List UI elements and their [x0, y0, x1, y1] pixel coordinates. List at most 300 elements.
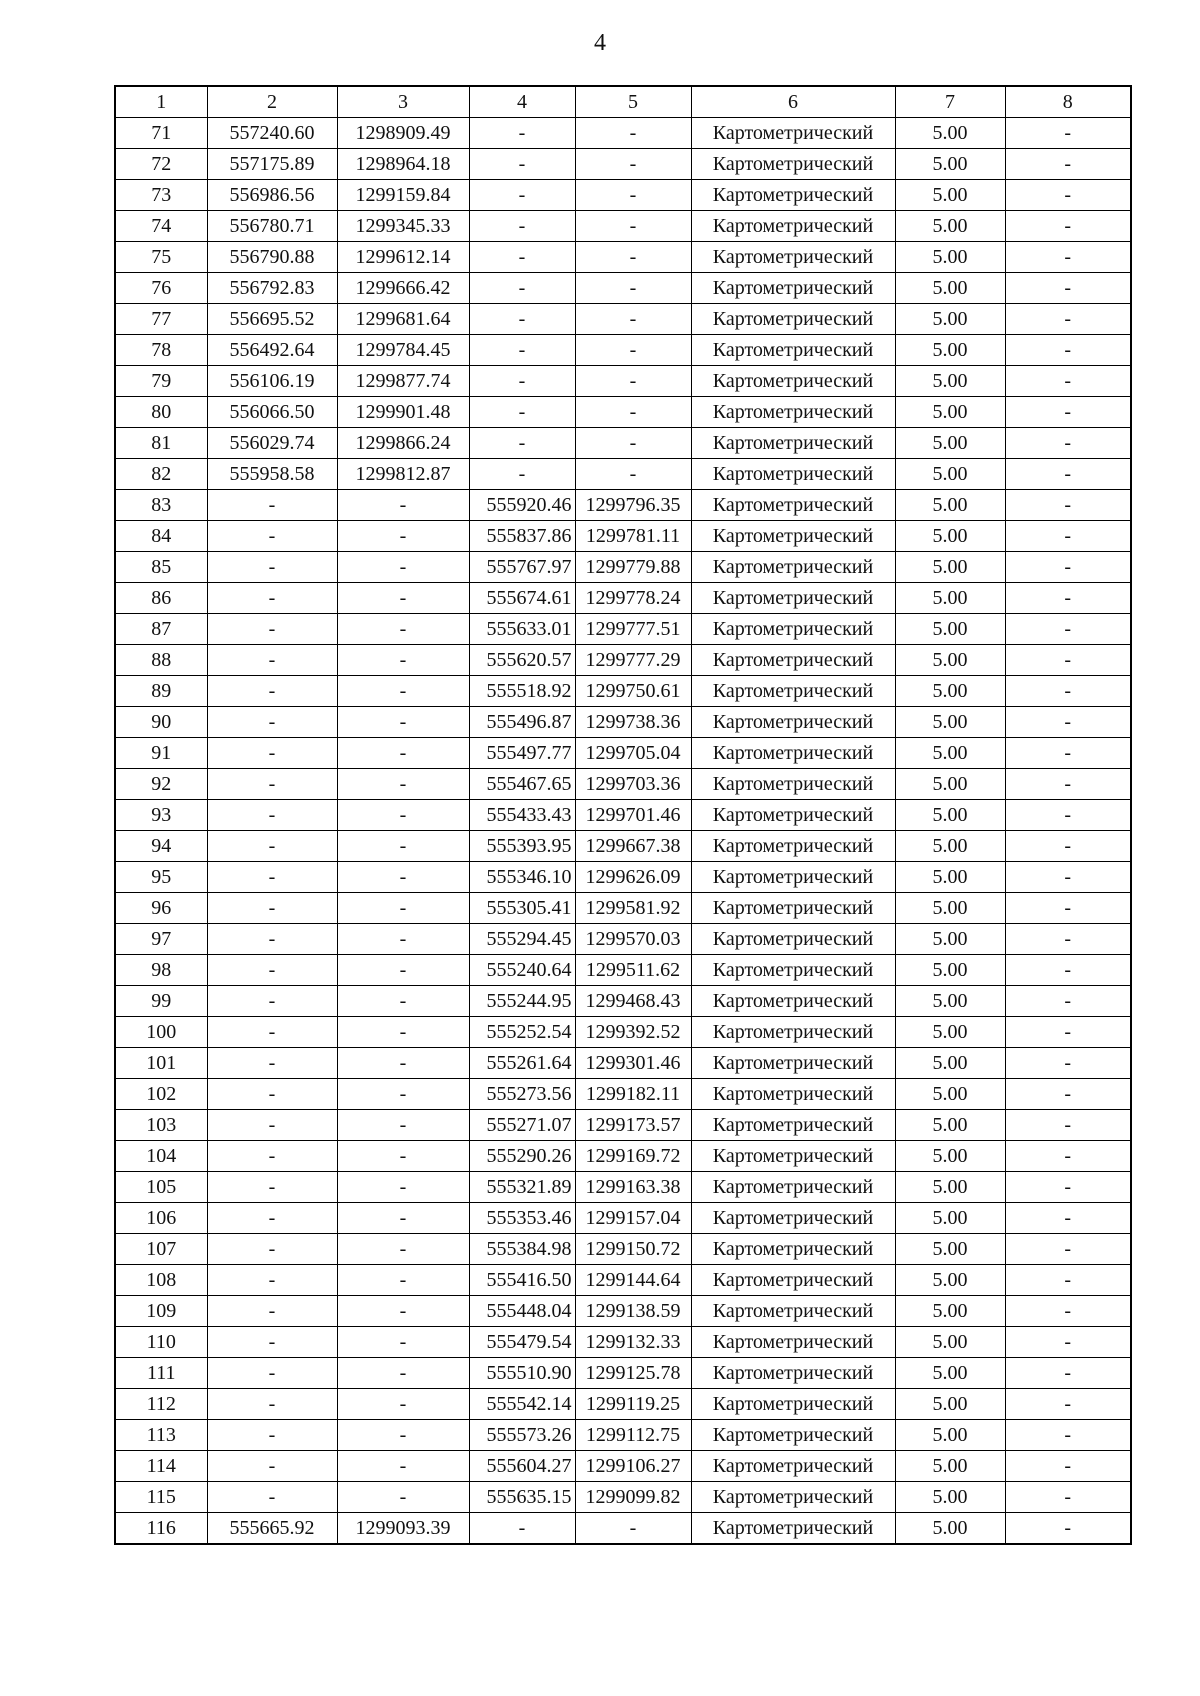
accuracy-cell: 5.00 — [895, 986, 1005, 1017]
accuracy-cell: 5.00 — [895, 1513, 1005, 1545]
point-number-cell: 71 — [115, 118, 207, 149]
y-old-cell: - — [337, 1110, 469, 1141]
x-old-cell: 555665.92 — [207, 1513, 337, 1545]
description-cell: - — [1005, 118, 1131, 149]
point-number-cell: 104 — [115, 1141, 207, 1172]
table-row — [115, 1079, 1131, 1110]
description-cell: - — [1005, 707, 1131, 738]
method-cell: Картометрический — [691, 862, 895, 893]
x-old-cell: - — [207, 1172, 337, 1203]
x-old-cell: - — [207, 1482, 337, 1513]
description-cell: - — [1005, 149, 1131, 180]
y-old-cell: - — [337, 769, 469, 800]
y-new-cell: 1299750.61 — [575, 676, 691, 707]
method-cell: Картометрический — [691, 1358, 895, 1389]
accuracy-cell: 5.00 — [895, 552, 1005, 583]
point-number-cell: 72 — [115, 149, 207, 180]
table-row — [115, 862, 1131, 893]
x-old-cell: - — [207, 1451, 337, 1482]
y-old-cell: - — [337, 1482, 469, 1513]
description-cell: - — [1005, 800, 1131, 831]
y-old-cell: 1299681.64 — [337, 304, 469, 335]
x-old-cell: - — [207, 1420, 337, 1451]
x-new-cell: 555479.54 — [469, 1327, 575, 1358]
method-cell: Картометрический — [691, 335, 895, 366]
description-cell: - — [1005, 955, 1131, 986]
y-new-cell: 1299144.64 — [575, 1265, 691, 1296]
accuracy-cell: 5.00 — [895, 1110, 1005, 1141]
point-number-cell: 91 — [115, 738, 207, 769]
table-row — [115, 1513, 1131, 1545]
method-cell: Картометрический — [691, 676, 895, 707]
x-old-cell: 557240.60 — [207, 118, 337, 149]
accuracy-cell: 5.00 — [895, 800, 1005, 831]
method-cell: Картометрический — [691, 583, 895, 614]
y-new-cell: - — [575, 366, 691, 397]
x-new-cell: 555393.95 — [469, 831, 575, 862]
accuracy-cell: 5.00 — [895, 1482, 1005, 1513]
x-old-cell: - — [207, 552, 337, 583]
y-old-cell: - — [337, 1203, 469, 1234]
description-cell: - — [1005, 1234, 1131, 1265]
y-old-cell: - — [337, 614, 469, 645]
table-row — [115, 180, 1131, 211]
description-cell: - — [1005, 1110, 1131, 1141]
description-cell: - — [1005, 1079, 1131, 1110]
point-number-cell: 96 — [115, 893, 207, 924]
description-cell: - — [1005, 924, 1131, 955]
point-number-cell: 95 — [115, 862, 207, 893]
x-new-cell: 555573.26 — [469, 1420, 575, 1451]
point-number-cell: 110 — [115, 1327, 207, 1358]
method-cell: Картометрический — [691, 1451, 895, 1482]
x-new-cell: 555346.10 — [469, 862, 575, 893]
accuracy-cell: 5.00 — [895, 366, 1005, 397]
table-row — [115, 645, 1131, 676]
accuracy-cell: 5.00 — [895, 955, 1005, 986]
point-number-cell: 109 — [115, 1296, 207, 1327]
table-row — [115, 521, 1131, 552]
y-old-cell: - — [337, 1172, 469, 1203]
method-cell: Картометрический — [691, 707, 895, 738]
x-new-cell: - — [469, 273, 575, 304]
description-cell: - — [1005, 459, 1131, 490]
x-old-cell: - — [207, 521, 337, 552]
y-old-cell: - — [337, 1327, 469, 1358]
x-old-cell: - — [207, 645, 337, 676]
x-new-cell: 555510.90 — [469, 1358, 575, 1389]
point-number-cell: 84 — [115, 521, 207, 552]
description-cell: - — [1005, 831, 1131, 862]
y-old-cell: - — [337, 924, 469, 955]
coordinates-table — [114, 85, 1132, 1545]
accuracy-cell: 5.00 — [895, 862, 1005, 893]
description-cell: - — [1005, 676, 1131, 707]
description-cell: - — [1005, 583, 1131, 614]
table-row — [115, 1358, 1131, 1389]
method-cell: Картометрический — [691, 955, 895, 986]
point-number-cell: 75 — [115, 242, 207, 273]
y-new-cell: 1299570.03 — [575, 924, 691, 955]
description-cell: - — [1005, 304, 1131, 335]
x-new-cell: - — [469, 211, 575, 242]
description-cell: - — [1005, 1358, 1131, 1389]
point-number-cell: 73 — [115, 180, 207, 211]
y-new-cell: 1299163.38 — [575, 1172, 691, 1203]
x-old-cell: - — [207, 1048, 337, 1079]
point-number-cell: 112 — [115, 1389, 207, 1420]
accuracy-cell: 5.00 — [895, 831, 1005, 862]
method-cell: Картометрический — [691, 769, 895, 800]
point-number-cell: 87 — [115, 614, 207, 645]
x-new-cell: 555767.97 — [469, 552, 575, 583]
method-cell: Картометрический — [691, 1048, 895, 1079]
method-cell: Картометрический — [691, 180, 895, 211]
y-new-cell: 1299468.43 — [575, 986, 691, 1017]
accuracy-cell: 5.00 — [895, 211, 1005, 242]
y-old-cell: 1299159.84 — [337, 180, 469, 211]
x-old-cell: 556066.50 — [207, 397, 337, 428]
x-new-cell: 555384.98 — [469, 1234, 575, 1265]
x-new-cell: 555321.89 — [469, 1172, 575, 1203]
x-new-cell: 555252.54 — [469, 1017, 575, 1048]
x-old-cell: 556780.71 — [207, 211, 337, 242]
method-cell: Картометрический — [691, 1420, 895, 1451]
y-new-cell: - — [575, 428, 691, 459]
description-cell: - — [1005, 645, 1131, 676]
x-old-cell: - — [207, 1141, 337, 1172]
table-row — [115, 273, 1131, 304]
point-number-cell: 74 — [115, 211, 207, 242]
accuracy-cell: 5.00 — [895, 893, 1005, 924]
y-old-cell: - — [337, 645, 469, 676]
description-cell: - — [1005, 273, 1131, 304]
table-row — [115, 1265, 1131, 1296]
point-number-cell: 100 — [115, 1017, 207, 1048]
method-cell: Картометрический — [691, 800, 895, 831]
column-header: 2 — [207, 86, 337, 118]
x-old-cell: - — [207, 893, 337, 924]
table-row — [115, 366, 1131, 397]
table-row — [115, 893, 1131, 924]
y-new-cell: 1299099.82 — [575, 1482, 691, 1513]
description-cell: - — [1005, 1017, 1131, 1048]
table-row — [115, 1110, 1131, 1141]
point-number-cell: 116 — [115, 1513, 207, 1545]
description-cell: - — [1005, 366, 1131, 397]
y-new-cell: - — [575, 1513, 691, 1545]
point-number-cell: 92 — [115, 769, 207, 800]
description-cell: - — [1005, 552, 1131, 583]
method-cell: Картометрический — [691, 1017, 895, 1048]
y-new-cell: 1299173.57 — [575, 1110, 691, 1141]
table-row — [115, 304, 1131, 335]
x-new-cell: - — [469, 149, 575, 180]
table-row — [115, 397, 1131, 428]
table-row — [115, 335, 1131, 366]
method-cell: Картометрический — [691, 1141, 895, 1172]
method-cell: Картометрический — [691, 459, 895, 490]
point-number-cell: 86 — [115, 583, 207, 614]
table-row — [115, 614, 1131, 645]
y-old-cell: 1299093.39 — [337, 1513, 469, 1545]
page-number: 4 — [594, 30, 606, 56]
point-number-cell: 101 — [115, 1048, 207, 1079]
column-header: 3 — [337, 86, 469, 118]
description-cell: - — [1005, 893, 1131, 924]
x-new-cell: 555240.64 — [469, 955, 575, 986]
point-number-cell: 99 — [115, 986, 207, 1017]
x-old-cell: 556106.19 — [207, 366, 337, 397]
y-new-cell: - — [575, 118, 691, 149]
x-new-cell: 555433.43 — [469, 800, 575, 831]
method-cell: Картометрический — [691, 1110, 895, 1141]
point-number-cell: 77 — [115, 304, 207, 335]
method-cell: Картометрический — [691, 1482, 895, 1513]
y-old-cell: - — [337, 583, 469, 614]
y-old-cell: 1299901.48 — [337, 397, 469, 428]
point-number-cell: 85 — [115, 552, 207, 583]
accuracy-cell: 5.00 — [895, 1389, 1005, 1420]
y-old-cell: - — [337, 1451, 469, 1482]
y-new-cell: 1299182.11 — [575, 1079, 691, 1110]
accuracy-cell: 5.00 — [895, 1451, 1005, 1482]
point-number-cell: 89 — [115, 676, 207, 707]
accuracy-cell: 5.00 — [895, 1420, 1005, 1451]
x-old-cell: - — [207, 831, 337, 862]
x-new-cell: - — [469, 118, 575, 149]
y-new-cell: 1299112.75 — [575, 1420, 691, 1451]
x-new-cell: 555416.50 — [469, 1265, 575, 1296]
table-row — [115, 1141, 1131, 1172]
accuracy-cell: 5.00 — [895, 459, 1005, 490]
x-old-cell: - — [207, 1234, 337, 1265]
x-new-cell: 555467.65 — [469, 769, 575, 800]
y-new-cell: 1299511.62 — [575, 955, 691, 986]
x-new-cell: 555290.26 — [469, 1141, 575, 1172]
table-row — [115, 1203, 1131, 1234]
method-cell: Картометрический — [691, 149, 895, 180]
method-cell: Картометрический — [691, 273, 895, 304]
x-new-cell: 555271.07 — [469, 1110, 575, 1141]
description-cell: - — [1005, 335, 1131, 366]
table-row — [115, 242, 1131, 273]
description-cell: - — [1005, 1172, 1131, 1203]
x-old-cell: - — [207, 1079, 337, 1110]
method-cell: Картометрический — [691, 1296, 895, 1327]
method-cell: Картометрический — [691, 1172, 895, 1203]
x-old-cell: 556695.52 — [207, 304, 337, 335]
description-cell: - — [1005, 180, 1131, 211]
table-row — [115, 1048, 1131, 1079]
table-row — [115, 769, 1131, 800]
description-cell: - — [1005, 769, 1131, 800]
method-cell: Картометрический — [691, 552, 895, 583]
x-new-cell: 555837.86 — [469, 521, 575, 552]
description-cell: - — [1005, 428, 1131, 459]
y-old-cell: - — [337, 893, 469, 924]
y-new-cell: 1299157.04 — [575, 1203, 691, 1234]
y-new-cell: 1299138.59 — [575, 1296, 691, 1327]
method-cell: Картометрический — [691, 304, 895, 335]
y-new-cell: 1299705.04 — [575, 738, 691, 769]
table-row — [115, 1017, 1131, 1048]
x-new-cell: 555920.46 — [469, 490, 575, 521]
y-new-cell: - — [575, 304, 691, 335]
y-old-cell: - — [337, 800, 469, 831]
y-new-cell: - — [575, 242, 691, 273]
accuracy-cell: 5.00 — [895, 614, 1005, 645]
y-old-cell: - — [337, 831, 469, 862]
x-new-cell: 555294.45 — [469, 924, 575, 955]
point-number-cell: 90 — [115, 707, 207, 738]
y-old-cell: 1299866.24 — [337, 428, 469, 459]
column-header: 1 — [115, 86, 207, 118]
table-row — [115, 738, 1131, 769]
accuracy-cell: 5.00 — [895, 397, 1005, 428]
y-old-cell: 1299345.33 — [337, 211, 469, 242]
x-old-cell: - — [207, 583, 337, 614]
description-cell: - — [1005, 1265, 1131, 1296]
y-new-cell: - — [575, 211, 691, 242]
y-old-cell: 1299666.42 — [337, 273, 469, 304]
accuracy-cell: 5.00 — [895, 1358, 1005, 1389]
description-cell: - — [1005, 397, 1131, 428]
x-new-cell: 555448.04 — [469, 1296, 575, 1327]
point-number-cell: 76 — [115, 273, 207, 304]
table-header-row — [115, 86, 1131, 118]
method-cell: Картометрический — [691, 738, 895, 769]
method-cell: Картометрический — [691, 397, 895, 428]
table-row — [115, 552, 1131, 583]
table-row — [115, 1389, 1131, 1420]
table-row — [115, 1420, 1131, 1451]
y-new-cell: 1299392.52 — [575, 1017, 691, 1048]
accuracy-cell: 5.00 — [895, 335, 1005, 366]
x-new-cell: 555244.95 — [469, 986, 575, 1017]
table-row — [115, 1234, 1131, 1265]
x-old-cell: - — [207, 1265, 337, 1296]
y-new-cell: 1299703.36 — [575, 769, 691, 800]
method-cell: Картометрический — [691, 1079, 895, 1110]
description-cell: - — [1005, 986, 1131, 1017]
y-old-cell: 1298964.18 — [337, 149, 469, 180]
y-old-cell: - — [337, 707, 469, 738]
description-cell: - — [1005, 490, 1131, 521]
table-row — [115, 1172, 1131, 1203]
point-number-cell: 103 — [115, 1110, 207, 1141]
x-old-cell: - — [207, 676, 337, 707]
column-header: 5 — [575, 86, 691, 118]
accuracy-cell: 5.00 — [895, 242, 1005, 273]
x-old-cell: - — [207, 862, 337, 893]
method-cell: Картометрический — [691, 831, 895, 862]
accuracy-cell: 5.00 — [895, 707, 1005, 738]
table-row — [115, 800, 1131, 831]
point-number-cell: 111 — [115, 1358, 207, 1389]
accuracy-cell: 5.00 — [895, 1203, 1005, 1234]
x-old-cell: - — [207, 1389, 337, 1420]
method-cell: Картометрический — [691, 1203, 895, 1234]
table-row — [115, 831, 1131, 862]
description-cell: - — [1005, 242, 1131, 273]
point-number-cell: 106 — [115, 1203, 207, 1234]
y-old-cell: - — [337, 490, 469, 521]
table-row — [115, 149, 1131, 180]
y-new-cell: 1299781.11 — [575, 521, 691, 552]
x-new-cell: 555497.77 — [469, 738, 575, 769]
method-cell: Картометрический — [691, 614, 895, 645]
y-old-cell: 1298909.49 — [337, 118, 469, 149]
table-row — [115, 490, 1131, 521]
x-old-cell: 555958.58 — [207, 459, 337, 490]
method-cell: Картометрический — [691, 1327, 895, 1358]
point-number-cell: 105 — [115, 1172, 207, 1203]
y-new-cell: 1299581.92 — [575, 893, 691, 924]
point-number-cell: 83 — [115, 490, 207, 521]
y-old-cell: - — [337, 738, 469, 769]
column-header: 6 — [691, 86, 895, 118]
x-old-cell: - — [207, 924, 337, 955]
method-cell: Картометрический — [691, 242, 895, 273]
y-new-cell: 1299796.35 — [575, 490, 691, 521]
column-header: 8 — [1005, 86, 1131, 118]
y-old-cell: - — [337, 1017, 469, 1048]
accuracy-cell: 5.00 — [895, 180, 1005, 211]
y-old-cell: - — [337, 1079, 469, 1110]
description-cell: - — [1005, 614, 1131, 645]
point-number-cell: 108 — [115, 1265, 207, 1296]
description-cell: - — [1005, 1420, 1131, 1451]
table-row — [115, 707, 1131, 738]
table-row — [115, 428, 1131, 459]
method-cell: Картометрический — [691, 521, 895, 552]
y-old-cell: - — [337, 1141, 469, 1172]
description-cell: - — [1005, 1203, 1131, 1234]
description-cell: - — [1005, 1389, 1131, 1420]
y-new-cell: - — [575, 149, 691, 180]
table-body — [115, 118, 1131, 1545]
y-new-cell: 1299777.29 — [575, 645, 691, 676]
y-new-cell: 1299667.38 — [575, 831, 691, 862]
x-old-cell: - — [207, 614, 337, 645]
x-old-cell: - — [207, 769, 337, 800]
y-new-cell: 1299779.88 — [575, 552, 691, 583]
x-new-cell: - — [469, 397, 575, 428]
x-old-cell: - — [207, 738, 337, 769]
method-cell: Картометрический — [691, 490, 895, 521]
x-new-cell: 555518.92 — [469, 676, 575, 707]
y-new-cell: 1299301.46 — [575, 1048, 691, 1079]
accuracy-cell: 5.00 — [895, 1141, 1005, 1172]
y-old-cell: - — [337, 676, 469, 707]
table-row — [115, 583, 1131, 614]
y-new-cell: 1299132.33 — [575, 1327, 691, 1358]
description-cell: - — [1005, 211, 1131, 242]
x-old-cell: - — [207, 986, 337, 1017]
accuracy-cell: 5.00 — [895, 428, 1005, 459]
y-new-cell: - — [575, 180, 691, 211]
table-row — [115, 986, 1131, 1017]
method-cell: Картометрический — [691, 1265, 895, 1296]
x-old-cell: 556986.56 — [207, 180, 337, 211]
x-new-cell: 555620.57 — [469, 645, 575, 676]
accuracy-cell: 5.00 — [895, 1017, 1005, 1048]
point-number-cell: 82 — [115, 459, 207, 490]
x-new-cell: 555305.41 — [469, 893, 575, 924]
table-row — [115, 955, 1131, 986]
y-new-cell: 1299738.36 — [575, 707, 691, 738]
